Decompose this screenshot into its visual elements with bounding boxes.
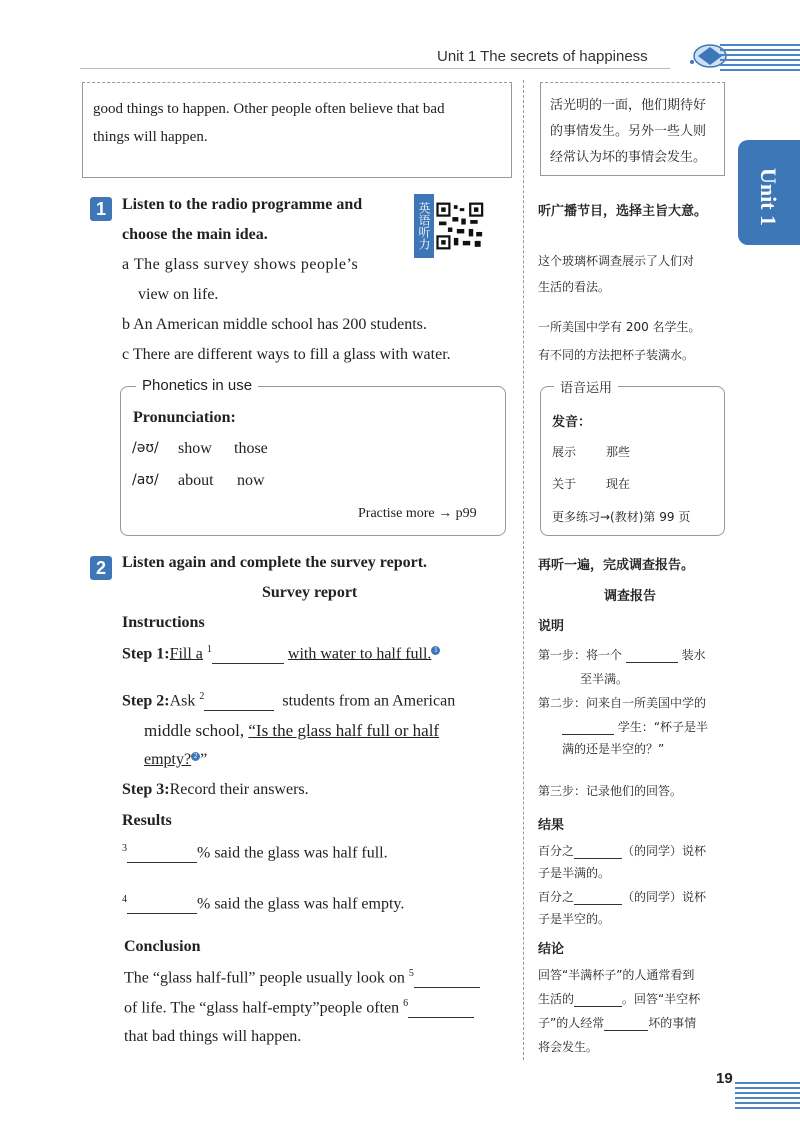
intro-cn-line-3: 经常认为坏的事情会发生。 — [550, 150, 707, 165]
blank-5-number: 5 — [408, 968, 414, 979]
page-divider — [523, 80, 524, 1060]
step-2-line-3 — [144, 751, 207, 769]
task-2-cn-results: 结果 — [538, 818, 565, 833]
cn-blank-6 — [604, 1016, 648, 1031]
option-a[interactable] — [122, 256, 358, 274]
step-3-text: Record their answers. — [169, 781, 309, 798]
intro-cn-line-2: 的事情发生。另外一些人则 — [550, 124, 707, 139]
cn-c-c1: 子”的人经常 — [538, 1016, 605, 1030]
option-c[interactable] — [122, 346, 451, 364]
task-2-cn-c-c — [538, 1014, 696, 1031]
cn-step2-b-text: 学生：“杯子是半 — [617, 720, 709, 734]
note-2-icon[interactable]: 2 — [191, 752, 200, 761]
option-a-line-2: view on life. — [138, 286, 219, 303]
task-1-cn-c: 有不同的方法把杯子装满水。 — [538, 348, 695, 362]
option-c-letter: c — [122, 346, 130, 363]
phonetics-cn-label: 语音运用 — [554, 377, 618, 396]
cn-blank-1 — [626, 648, 678, 663]
step-2 — [122, 691, 455, 711]
task-2-cn-report-title: 调查报告 — [604, 589, 657, 604]
result-4-text: % said the glass was half empty. — [197, 895, 405, 913]
conclusion-line-1-text: The “glass half-full” people usually look on — [124, 969, 405, 987]
task-2-cn-c-a: 回答“半满杯子”的人通常看到 — [538, 968, 695, 982]
task-2-cn-title: 再听一遍，完成调查报告。 — [538, 558, 695, 573]
blank-6-number: 6 — [403, 998, 409, 1009]
task-2-cn-conclusion: 结论 — [538, 942, 565, 957]
option-b-text: An American middle school has 200 students. — [133, 316, 427, 333]
step-2-post: students from an American — [282, 692, 456, 710]
option-c-text: There are different ways to fill a glass with water. — [132, 346, 451, 363]
conclusion-line-1 — [124, 968, 480, 988]
task-2-cn-r3 — [538, 842, 706, 859]
task-1-number: 1 — [90, 197, 112, 221]
task-2-cn-r3-c: 子是半满的。 — [538, 866, 611, 880]
task-2-title: Listen again and complete the survey report. — [122, 554, 428, 571]
phonetics-cn-row2-w1: 关于 — [552, 477, 577, 491]
blank-3-number: 3 — [122, 843, 127, 854]
task-2-cn-step2-a: 第二步：问来自一所美国中学的 — [538, 696, 707, 710]
step-1-label: Step 1: — [122, 645, 170, 663]
step-2-quote: “Is the glass half full or half — [248, 721, 440, 740]
option-b[interactable] — [122, 316, 427, 334]
cn-r4-b: （的同学）说杯 — [622, 890, 707, 904]
header-stripes — [720, 44, 800, 72]
step-3 — [122, 781, 309, 799]
phoneme-2-word-1: about — [178, 472, 214, 489]
blank-1-number: 1 — [206, 644, 212, 655]
intro-line-2: things will happen. — [93, 129, 208, 145]
phonetics-cn-row2-w2: 现在 — [606, 477, 631, 491]
step-2-label: Step 2: — [122, 692, 170, 710]
cn-step1-b: 装水 — [681, 648, 706, 662]
step-2-pre: Ask — [169, 692, 196, 710]
blank-2[interactable] — [204, 692, 274, 711]
phoneme-1-word-2: those — [234, 440, 268, 457]
task-1-cn-b: 一所美国中学有 200 名学生。 — [538, 320, 701, 334]
result-4 — [122, 894, 404, 914]
phonetics-label: Phonetics in use — [136, 377, 258, 394]
phonetics-cn-practise: 更多练习→(教材)第 99 页 — [552, 510, 691, 524]
blank-5[interactable] — [414, 969, 480, 988]
cn-r3-a: 百分之 — [538, 844, 575, 858]
task-2-cn-step3: 第三步：记录他们的回答。 — [538, 784, 683, 798]
step-2-line-2-a: middle school, — [144, 721, 245, 740]
intro-box-chinese — [540, 82, 725, 176]
cn-c-b1: 生活的 — [538, 992, 575, 1006]
task-1-cn-a-1: 这个玻璃杯调查展示了人们对 — [538, 254, 695, 268]
phoneme-2-word-2: now — [237, 472, 265, 489]
phoneme-2: /aʊ/ — [132, 472, 159, 488]
footer-stripes — [735, 1082, 800, 1112]
cn-c-c2: 坏的事情 — [648, 1016, 697, 1030]
step-1 — [122, 644, 440, 664]
cn-step1-a: 第一步：将一个 — [538, 648, 623, 662]
task-2-cn-c-d: 将会发生。 — [538, 1040, 599, 1054]
note-1-icon[interactable]: 1 — [431, 646, 440, 655]
instructions-heading: Instructions — [122, 614, 205, 631]
cn-r3-b: （的同学）说杯 — [622, 844, 707, 858]
results-heading: Results — [122, 812, 172, 829]
task-2-cn-c-b — [538, 990, 700, 1007]
cn-blank-2 — [562, 720, 614, 735]
conclusion-line-3: that bad things will happen. — [124, 1028, 302, 1045]
phonetics-cn-row1-w1: 展示 — [552, 445, 577, 459]
intro-line-1: good things to happen. Other people often believe that bad — [93, 101, 445, 117]
conclusion-line-2 — [124, 998, 474, 1018]
task-2-cn-step1-c: 至半满。 — [580, 672, 629, 686]
phoneme-1: /əʊ/ — [132, 440, 159, 456]
task-1-cn-title: 听广播节目，选择主旨大意。 — [538, 204, 708, 219]
blank-3[interactable] — [127, 844, 197, 863]
survey-report-title: Survey report — [262, 584, 358, 601]
task-2-cn-r4-c: 子是半空的。 — [538, 912, 611, 926]
blank-6[interactable] — [408, 999, 474, 1018]
cn-blank-4 — [574, 890, 622, 905]
qr-code-icon[interactable] — [436, 194, 500, 258]
page-number: 19 — [716, 1070, 733, 1087]
task-2-number: 2 — [90, 556, 112, 580]
blank-4[interactable] — [127, 895, 197, 914]
phonetics-cn-heading: 发音： — [552, 415, 592, 430]
unit-tab-label: Unit 1 — [756, 168, 781, 227]
blank-4-number: 4 — [122, 894, 127, 905]
blank-2-number: 2 — [199, 691, 205, 702]
intro-box-english — [82, 82, 512, 178]
task-1-cn-a-2: 生活的看法。 — [538, 280, 611, 294]
step-2-line-2 — [144, 721, 439, 741]
task-2-cn-instructions: 说明 — [538, 619, 565, 634]
phoneme-1-word-1: show — [178, 440, 212, 457]
option-a-letter: a — [122, 256, 130, 273]
step-2-line-3-text: empty? — [144, 751, 192, 768]
blank-1[interactable] — [212, 645, 284, 664]
cn-blank-3 — [574, 844, 622, 859]
phonetics-cn-row1-w2: 那些 — [606, 445, 631, 459]
listening-label: 英语听力 — [414, 194, 434, 258]
pronunciation-heading: Pronunciation: — [133, 409, 236, 426]
task-1-title-line-2: choose the main idea. — [122, 226, 268, 243]
step-3-label: Step 3: — [122, 781, 170, 798]
practise-more-link[interactable]: Practise more → p99 — [358, 506, 477, 521]
task-2-cn-r4 — [538, 888, 706, 905]
step-1-pre: Fill a — [169, 645, 203, 663]
cn-r4-a: 百分之 — [538, 890, 575, 904]
intro-cn-line-1: 活光明的一面，他们期待好 — [550, 98, 707, 113]
task-1-title-line-1: Listen to the radio programme and — [122, 196, 363, 213]
cn-blank-5 — [574, 992, 622, 1007]
option-a-text: The glass survey shows people’s — [133, 256, 359, 273]
step-2-end: ” — [200, 751, 208, 768]
step-1-post: with water to half full. — [287, 645, 432, 663]
header-title: Unit 1 The secrets of happiness — [437, 48, 648, 65]
task-2-cn-step1 — [538, 646, 706, 663]
task-2-cn-step2-c: 满的还是半空的？” — [562, 742, 665, 756]
cn-c-b2: 。回答“半空杯 — [622, 992, 701, 1006]
option-b-letter: b — [122, 316, 130, 333]
result-3 — [122, 843, 388, 863]
conclusion-heading: Conclusion — [124, 938, 201, 955]
result-3-text: % said the glass was half full. — [197, 844, 388, 862]
task-2-cn-step2-b — [562, 718, 708, 735]
header-rule — [80, 68, 670, 69]
conclusion-line-2-text: of life. The “glass half-empty”people often — [124, 999, 400, 1017]
